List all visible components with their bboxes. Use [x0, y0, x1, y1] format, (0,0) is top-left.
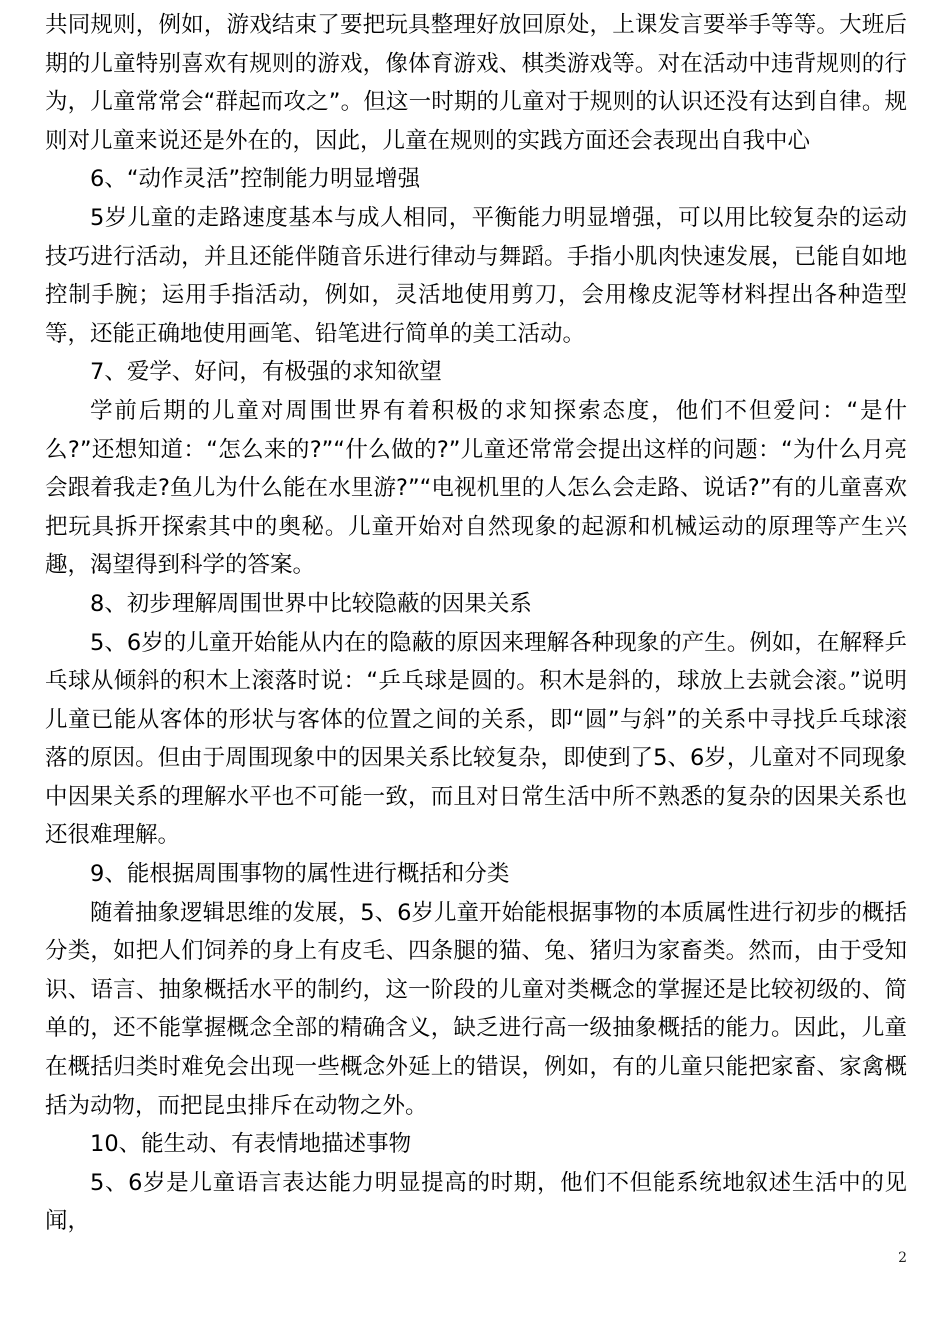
paragraph-classification: 随着抽象逻辑思维的发展，5、6岁儿童开始能根据事物的本质属性进行初步的概括分类，如把人们饲养的身上有皮毛、四条腿的猫、兔、猪归为家畜类。然而，由于受知识、语言、抽象概括水平的制约，这一阶段的儿童对类概念的掌握还是比较初级的、简单的，还不能掌握概念全部的精确含义，缺乏进行高一级抽象概括的能力。因此，儿童在概括归类时难免会出现一些概念外延上的错误，例如，有的儿童只能把家畜、家禽概括为动物，而把昆虫排斥在动物之外。 — [45, 899, 907, 1119]
section-heading-9: 9、能根据周围事物的属性进行概括和分类 — [90, 861, 510, 888]
paragraph-causality: 5、6岁的儿童开始能从内在的隐蔽的原因来理解各种现象的产生。例如，在解释乒乓球从倾斜的积木上滚落时说：“乒乓球是圆的。积木是斜的，球放上去就会滚。”说明儿童已能从客体的形状与客体的位置之间的关系，即“圆”与斜”的关系中寻找乒乓球滚落的原因。但由于周围现象中的因果关系比较复杂，即使到了5、6岁，儿童对不同现象中因果关系的理解水平也不可能一致，而且对日常生活中所不熟悉的复杂的因果关系也还很难理解。 — [45, 629, 907, 849]
section-heading-6: 6、“动作灵活”控制能力明显增强 — [90, 166, 421, 193]
page-number: 2 — [898, 1250, 907, 1266]
paragraph-language: 5、6岁是儿童语言表达能力明显提高的时期，他们不但能系统地叙述生活中的见闻， — [45, 1169, 907, 1235]
section-heading-7: 7、爱学、好问，有极强的求知欲望 — [90, 359, 442, 386]
section-heading-10: 10、能生动、有表情地描述事物 — [90, 1131, 412, 1158]
paragraph-rules-continued: 共同规则，例如，游戏结束了要把玩具整理好放回原处，上课发言要举手等等。大班后期的儿童特别喜欢有规则的游戏，像体育游戏、棋类游戏等。对在活动中违背规则的行为，儿童常常会“群起而攻之”。但这一时期的儿童对于规则的认识还没有达到自律。规则对儿童来说还是外在的，因此，儿童在规则的实践方面还会表现出自我中心 — [45, 12, 907, 154]
paragraph-curiosity: 学前后期的儿童对周围世界有着积极的求知探索态度，他们不但爱问：“是什么?”还想知道：“怎么来的?”“什么做的?”儿童还常常会提出这样的问题：“为什么月亮会跟着我走?鱼儿为什么能在水里游?”“电视机里的人怎么会走路、说话?”有的儿童喜欢把玩具拆开探索其中的奥秘。儿童开始对自然现象的起源和机械运动的原理等产生兴趣，渴望得到科学的答案。 — [45, 397, 907, 579]
document-body — [45, 6, 907, 1241]
paragraph-motor-skills: 5岁儿童的走路速度基本与成人相同，平衡能力明显增强，可以用比较复杂的运动技巧进行活动，并且还能伴随音乐进行律动与舞蹈。手指小肌肉快速发展，已能自如地控制手腕；运用手指活动，例如，灵活地使用剪刀，会用橡皮泥等材料捏出各种造型等，还能正确地使用画笔、铅笔进行简单的美工活动。 — [45, 204, 907, 347]
section-heading-8: 8、初步理解周围世界中比较隐蔽的因果关系 — [90, 590, 532, 617]
